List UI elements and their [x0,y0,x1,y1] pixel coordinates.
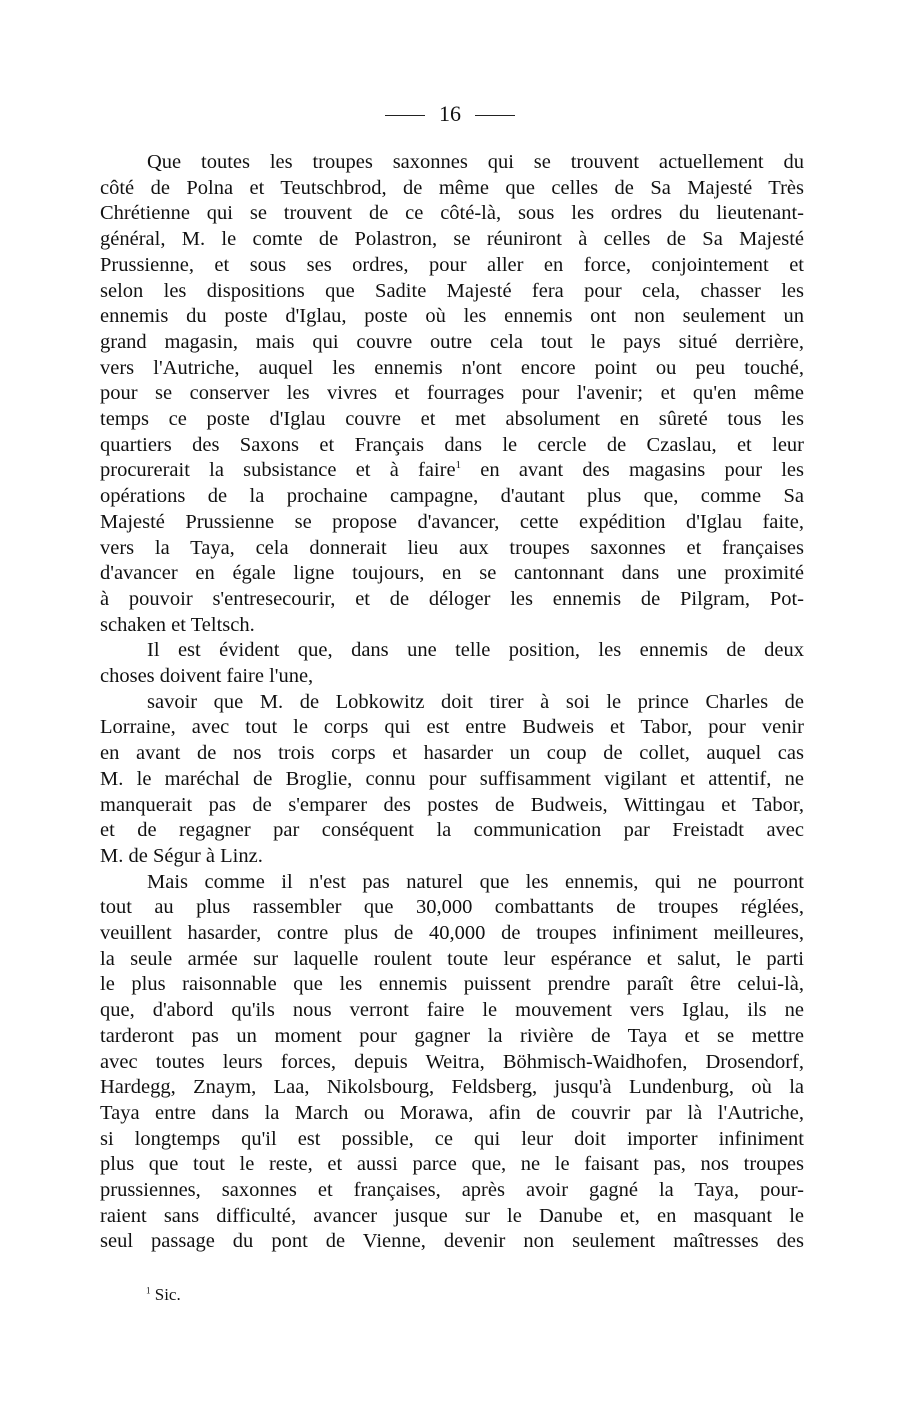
text-line: Taya entre dans la March ou Morawa, afin de couvrir par là l'Autriche, [100,1101,804,1124]
page-number: 16 [439,101,461,126]
footnote-text: Sic. [154,1285,181,1304]
text-line: général, M. le comte de Polastron, se réuniront à celles de Sa Majesté [100,228,804,251]
text-line: Lorraine, avec tout le corps qui est entre Budweis et Tabor, pour venir [100,716,804,739]
header-dash-right [475,115,515,116]
text-line: vers l'Autriche, auquel les ennemis n'ont encore point ou peu touché, [100,356,804,379]
text-line: manquerait pas de s'emparer des postes de Budweis, Wittingau et Tabor, [100,793,804,816]
text-line: avec toutes leurs forces, depuis Weitra, Böhmisch-Waidhofen, Drosendorf, [100,1050,804,1073]
text-line: tarderont pas un moment pour gagner la rivière de Taya et se mettre [100,1024,804,1047]
text-line: tout au plus rassembler que 30,000 combattants de troupes réglées, [100,896,804,919]
text-line: Hardegg, Znaym, Laa, Nikolsbourg, Feldsberg, jusqu'à Lundenburg, où la [100,1076,804,1099]
footnote-marker: 1 [146,1285,151,1296]
text-line [100,458,804,484]
footnote-ref: 1 [455,459,462,472]
text-line: que, d'abord qu'ils nous verront faire le mouvement vers Iglau, ils ne [100,999,804,1022]
text-line: temps ce poste d'Iglau couvre et met absolument en sûreté tous les [100,408,804,430]
text-line: Mais comme il n'est pas naturel que les ennemis, qui ne pourront [147,870,804,893]
text-line: quartiers des Saxons et Français dans le cercle de Czaslau, et leur [100,433,804,456]
text-line: si longtemps qu'il est possible, ce qui leur doit importer infiniment [100,1127,804,1150]
text-line: d'avancer en égale ligne toujours, en se cantonnant dans une proximité [100,562,804,585]
text-line: vers la Taya, cela donnerait lieu aux troupes saxonnes et françaises [100,536,804,559]
text-line: veuillent hasarder, contre plus de 40,000 de troupes infiniment meilleures, [100,922,804,944]
text-line-tail: en avant des magasins pour les [480,459,805,482]
text-line: grand magasin, mais qui couvre outre cela tout le pays situé derrière, [100,330,804,353]
text-line: Majesté Prussienne se propose d'avancer, cette expédition d'Iglau faite, [100,510,804,533]
text-line-head: procurerait la subsistance et à faire [100,459,456,482]
page-header [0,101,900,127]
text-line: Chrétienne qui se trouvent de ce côté-là, sous les ordres du lieutenant- [100,202,804,225]
text-line: ennemis du poste d'Iglau, poste où les ennemis ont non seulement un [100,305,804,328]
text-line: Que toutes les troupes saxonnes qui se trouvent actuellement du [147,151,804,173]
text-line: côté de Polna et Teutschbrod, de même que celles de Sa Majesté Très [100,176,804,199]
text-line: et de regagner par conséquent la communication par Freistadt avec [100,819,804,842]
text-line: M. le maréchal de Broglie, connu pour suffisamment vigilant et attentif, ne [100,767,804,790]
text-line: la seule armée sur laquelle roulent toute leur espérance et salut, le parti [100,947,804,970]
text-line: à pouvoir s'entresecourir, et de déloger les ennemis de Pilgram, Pot- [100,587,804,610]
header-dash-left [385,115,425,116]
text-line: Il est évident que, dans une telle position, les ennemis de deux [147,639,804,662]
text-line: pour se conserver les vivres et fourrages pour l'avenir; et qu'en même [100,382,804,405]
text-line: plus que tout le reste, et aussi parce que, ne le faisant pas, nos troupes [100,1153,804,1176]
text-line: seul passage du pont de Vienne, devenir non seulement maîtresses des [100,1230,804,1253]
text-line: M. de Ségur à Linz. [100,844,263,867]
text-line: prussiennes, saxonnes et françaises, après avoir gagné la Taya, pour- [100,1179,804,1201]
text-line: savoir que M. de Lobkowitz doit tirer à soi le prince Charles de [147,690,804,713]
text-line: choses doivent faire l'une, [100,665,314,687]
text-line: opérations de la prochaine campagne, d'autant plus que, comme Sa [100,485,804,508]
text-line: le plus raisonnable que les ennemis puissent prendre paraît être celui-là, [100,973,804,996]
text-line: en avant de nos trois corps et hasarder un coup de collet, auquel cas [100,742,804,765]
text-line: raient sans difficulté, avancer jusque sur le Danube et, en masquant le [100,1204,804,1227]
text-line: Prussienne, et sous ses ordres, pour aller en force, conjointement et [100,253,804,276]
footnote [146,1284,181,1306]
text-line: selon les dispositions que Sadite Majesté fera pour cela, chasser les [100,279,804,302]
text-line: schaken et Teltsch. [100,613,255,636]
